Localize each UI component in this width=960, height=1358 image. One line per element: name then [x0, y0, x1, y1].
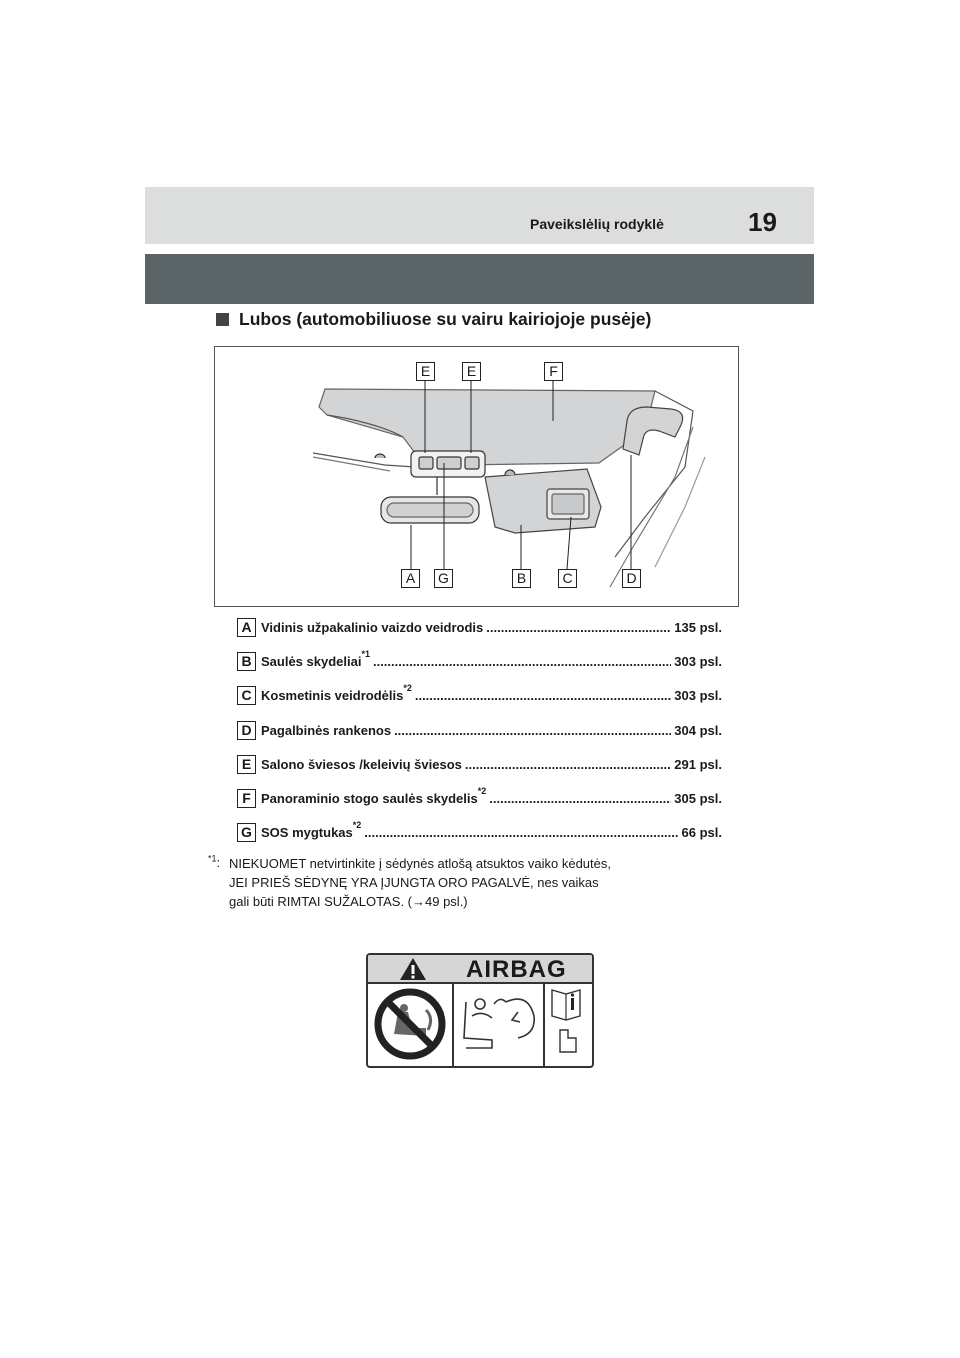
figure-label-g: G	[434, 569, 453, 588]
item-text: Salono šviesos /keleivių šviesos	[261, 757, 462, 772]
airbag-word: AIRBAG	[466, 956, 567, 983]
airbag-pictograms	[368, 982, 592, 1066]
warning-triangle-icon	[399, 957, 427, 981]
item-page-ref[interactable]: 304 psl.	[674, 723, 722, 738]
footnote-line: JEI PRIEŠ SĖDYNĘ YRA ĮJUNGTA ORO PAGALVĖ, nes vaikas	[229, 875, 599, 890]
item-text: Vidinis užpakalinio vaizdo veidrodis	[261, 620, 484, 635]
item-page-ref[interactable]: 291 psl.	[674, 757, 722, 772]
leader-dots	[373, 654, 671, 669]
figure-label-e-2: E	[462, 362, 481, 381]
item-text: Saulės skydeliai	[261, 654, 362, 669]
no-rear-facing-child-seat-icon	[378, 992, 442, 1056]
item-page-ref[interactable]: 305 psl.	[674, 791, 722, 806]
leader-dots	[489, 791, 671, 806]
item-letter: F	[237, 789, 256, 808]
list-item	[237, 649, 722, 672]
bullet-square-icon	[216, 313, 229, 326]
item-letter: G	[237, 823, 256, 842]
item-letter: D	[237, 721, 256, 740]
leader-dots	[394, 723, 671, 738]
page-number: 19	[748, 207, 777, 237]
item-letter: A	[237, 618, 256, 637]
item-page-ref[interactable]: 135 psl.	[674, 620, 722, 635]
header-bar	[145, 187, 814, 244]
leader-dots	[364, 825, 678, 840]
list-item	[237, 721, 722, 741]
leader-dots	[465, 757, 671, 772]
list-item	[237, 820, 722, 843]
footnote-line: gali būti RIMTAI SUŽALOTAS. (→49 psl.)	[229, 894, 468, 909]
item-text: Panoraminio stogo saulės skydelis	[261, 791, 478, 806]
figure-label-a: A	[401, 569, 420, 588]
leader-dots	[415, 688, 671, 703]
item-text: SOS mygtukas	[261, 825, 353, 840]
figure-label-b: B	[512, 569, 531, 588]
footnote-mark-sup: *1	[208, 853, 217, 864]
item-page-ref[interactable]: 303 psl.	[674, 654, 722, 669]
ceiling-illustration	[215, 347, 738, 606]
list-item	[237, 786, 722, 809]
item-letter: C	[237, 686, 256, 705]
item-sup: *2	[477, 786, 487, 796]
leader-dots	[486, 620, 671, 635]
header-section-title: Paveikslėlių rodyklė	[530, 216, 664, 232]
item-page-ref[interactable]: 303 psl.	[674, 688, 722, 703]
footnote-mark: $^{*1}$:	[208, 853, 221, 870]
item-sup: *1	[361, 649, 370, 659]
section-title-text: Lubos (automobiliuose su vairu kairiojoje pusėje)	[239, 309, 652, 329]
figure-label-c: C	[558, 569, 577, 588]
item-letter: B	[237, 652, 256, 671]
airbag-warning-label	[366, 953, 594, 1068]
ceiling-figure	[214, 346, 739, 607]
header-dark-band	[145, 254, 814, 304]
airbag-deploy-icon	[464, 999, 534, 1048]
list-item	[237, 683, 722, 706]
list-item	[237, 755, 722, 775]
item-text: Kosmetinis veidrodėlis	[261, 688, 404, 703]
item-letter: E	[237, 755, 256, 774]
list-item	[237, 618, 722, 638]
airbag-label-header	[368, 955, 592, 984]
figure-label-f: F	[544, 362, 563, 381]
figure-label-e-1: E	[416, 362, 435, 381]
item-sup: *2	[352, 820, 362, 830]
read-manual-icon	[552, 990, 580, 1052]
item-sup: *2	[403, 683, 412, 693]
footnote-line: NIEKUOMET netvirtinkite į sėdynės atlošą atsuktos vaiko kėdutės,	[229, 856, 611, 871]
section-title	[216, 309, 651, 330]
footnote-text	[229, 854, 749, 911]
item-page-ref[interactable]: 66 psl.	[681, 825, 722, 840]
item-text: Pagalbinės rankenos	[261, 723, 392, 738]
figure-label-d: D	[622, 569, 641, 588]
